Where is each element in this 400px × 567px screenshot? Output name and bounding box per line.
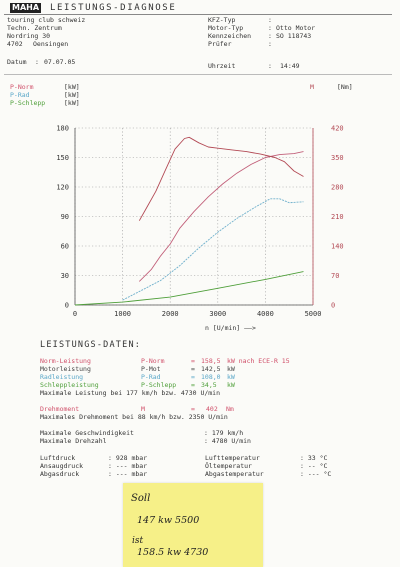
date-colon: : — [35, 58, 39, 66]
torque-unit: Nm — [226, 405, 234, 413]
motor-typ-label: Motor-Typ — [208, 24, 244, 32]
result-unit: kW nach ECE-R 15 — [227, 357, 290, 365]
y-tick-left-label: 90 — [60, 213, 69, 221]
series-line-m — [139, 137, 303, 220]
series-line-p-rad — [123, 199, 304, 300]
y-tick-right-label: 350 — [331, 154, 344, 162]
result-unit: kW — [227, 365, 235, 373]
note-ist: ist — [132, 536, 144, 546]
kfz-typ-label: KFZ-Typ — [208, 16, 236, 24]
pruefer-colon: : — [268, 40, 272, 48]
ansaugdruck-label: Ansaugdruck — [40, 462, 84, 470]
result-eq: = — [191, 357, 195, 365]
legend-p-rad-unit: [kW] — [64, 91, 80, 99]
torque-value: 402 — [206, 405, 218, 413]
lufttemperatur-value: : 33 °C — [300, 454, 328, 462]
motor-typ-colon: : — [268, 24, 272, 32]
torque-label: Drehmoment — [40, 405, 80, 413]
y-tick-left-label: 150 — [56, 154, 69, 162]
legend-p-rad: P-Rad — [10, 91, 30, 99]
result-eq: = — [191, 365, 195, 373]
date-value: 07.07.05 — [44, 58, 76, 66]
result-sym: P-Norm — [141, 357, 165, 365]
max-torque-text: Maximales Drehmoment bei 88 km/h bzw. 2350 U/min — [40, 413, 228, 421]
abgastemperatur-label: Abgastemperatur — [205, 470, 264, 478]
customer-line1: touring club schweiz — [7, 16, 86, 24]
date-label: Datum — [7, 58, 27, 66]
chart-ticks — [56, 125, 343, 319]
kfz-typ-colon: : — [268, 16, 272, 24]
abgasdruck-value: : --- mbar — [108, 470, 148, 478]
luftdruck-label: Luftdruck — [40, 454, 76, 462]
header-band — [4, 2, 392, 15]
legend-m-unit: [Nm] — [337, 83, 353, 91]
result-val: 34,5 — [201, 381, 217, 389]
pruefer-label: Prüfer — [208, 40, 232, 48]
note-soll-values: 147 kw 5500 — [137, 515, 200, 526]
kennzeichen-value: SO 118743 — [276, 32, 312, 40]
y-tick-right-label: 140 — [331, 242, 344, 251]
power-torque-chart — [0, 115, 400, 337]
kennzeichen-label: Kennzeichen — [208, 32, 252, 40]
result-label: Schleppleistung — [40, 381, 99, 389]
x-tick-label: 5000 — [304, 310, 322, 318]
max-rpm-value: : 4780 U/min — [204, 437, 251, 445]
time-label: Uhrzeit — [208, 62, 236, 70]
result-label: Norm-Leistung — [40, 357, 91, 365]
x-tick-label: 2000 — [161, 310, 179, 318]
report-title: LEISTUNGS-DIAGNOSE — [50, 3, 177, 13]
brand-logo: MAHA — [12, 3, 40, 12]
result-val: 158,5 — [201, 357, 221, 365]
result-unit: kW — [227, 373, 235, 381]
note-soll: Soll — [131, 493, 151, 504]
max-speed-value: : 179 km/h — [204, 429, 244, 437]
x-tick-label: 3000 — [209, 310, 227, 318]
y-tick-left-label: 180 — [56, 124, 69, 133]
motor-typ-value: Otto Motor — [276, 24, 316, 32]
x-tick-label: 4000 — [256, 310, 274, 318]
series-line-p-schlepp — [75, 272, 304, 305]
legend-p-schlepp-unit: [kW] — [64, 99, 80, 107]
legend-p-norm-unit: [kW] — [64, 83, 80, 91]
time-colon: : — [268, 62, 272, 70]
y-tick-right-label: 280 — [331, 183, 344, 192]
abgastemperatur-value: : --- °C — [300, 470, 332, 478]
customer-city: Oensingen — [33, 40, 69, 48]
ansaugdruck-value: : --- mbar — [108, 462, 148, 470]
result-unit: kW — [227, 381, 235, 389]
legend-p-schlepp: P-Schlepp — [10, 99, 46, 107]
legend-p-norm: P-Norm — [10, 83, 34, 91]
header-divider — [4, 74, 392, 75]
result-val: 142,5 — [201, 365, 221, 373]
y-tick-right-label: 0 — [331, 301, 336, 310]
result-val: 108,0 — [201, 373, 221, 381]
legend-m: M — [310, 83, 314, 91]
y-tick-right-label: 70 — [331, 272, 340, 280]
x-tick-label: 1000 — [114, 310, 132, 318]
torque-symbol: M — [141, 405, 145, 413]
chart-series — [75, 137, 304, 305]
y-tick-left-label: 120 — [56, 183, 69, 192]
result-sym: P-Schlepp — [141, 381, 177, 389]
customer-line2: Techn. Zentrum — [7, 24, 62, 32]
result-eq: = — [191, 373, 195, 381]
result-eq: = — [191, 381, 195, 389]
max-speed-label: Maximale Geschwindigkeit — [40, 429, 134, 437]
luftdruck-value: : 928 mbar — [108, 454, 148, 462]
max-rpm-label: Maximale Drehzahl — [40, 437, 107, 445]
customer-zip: 4702 — [7, 40, 23, 48]
kennzeichen-colon: : — [268, 32, 272, 40]
y-tick-left-label: 60 — [60, 242, 69, 251]
note-ist-values: 158.5 kw 4730 — [137, 547, 209, 558]
max-power-text: Maximale Leistung bei 177 km/h bzw. 4730 U/min — [40, 389, 221, 397]
lufttemperatur-label: Lufttemperatur — [205, 454, 260, 462]
x-axis-label: n [U/min] ——> — [205, 324, 256, 332]
oeltemperatur-label: Öltemperatur — [205, 462, 252, 470]
time-value: 14:49 — [280, 62, 300, 70]
y-tick-left-label: 30 — [60, 272, 69, 280]
results-heading: LEISTUNGS-DATEN: — [40, 340, 142, 350]
abgasdruck-label: Abgasdruck — [40, 470, 80, 478]
torque-eq: = — [191, 405, 195, 413]
oeltemperatur-value: : -- °C — [300, 462, 328, 470]
customer-line3: Nordring 30 — [7, 32, 51, 40]
result-label: Motorleistung — [40, 365, 91, 373]
y-tick-right-label: 210 — [331, 213, 344, 221]
result-sym: P-Rad — [141, 373, 161, 381]
y-tick-right-label: 420 — [331, 124, 344, 133]
y-tick-left-label: 0 — [64, 301, 69, 310]
chart-grid — [75, 128, 313, 305]
result-sym: P-Mot — [141, 365, 161, 373]
x-tick-label: 0 — [72, 310, 78, 318]
handwritten-sticky-note — [123, 483, 263, 567]
result-label: Radleistung — [40, 373, 84, 381]
